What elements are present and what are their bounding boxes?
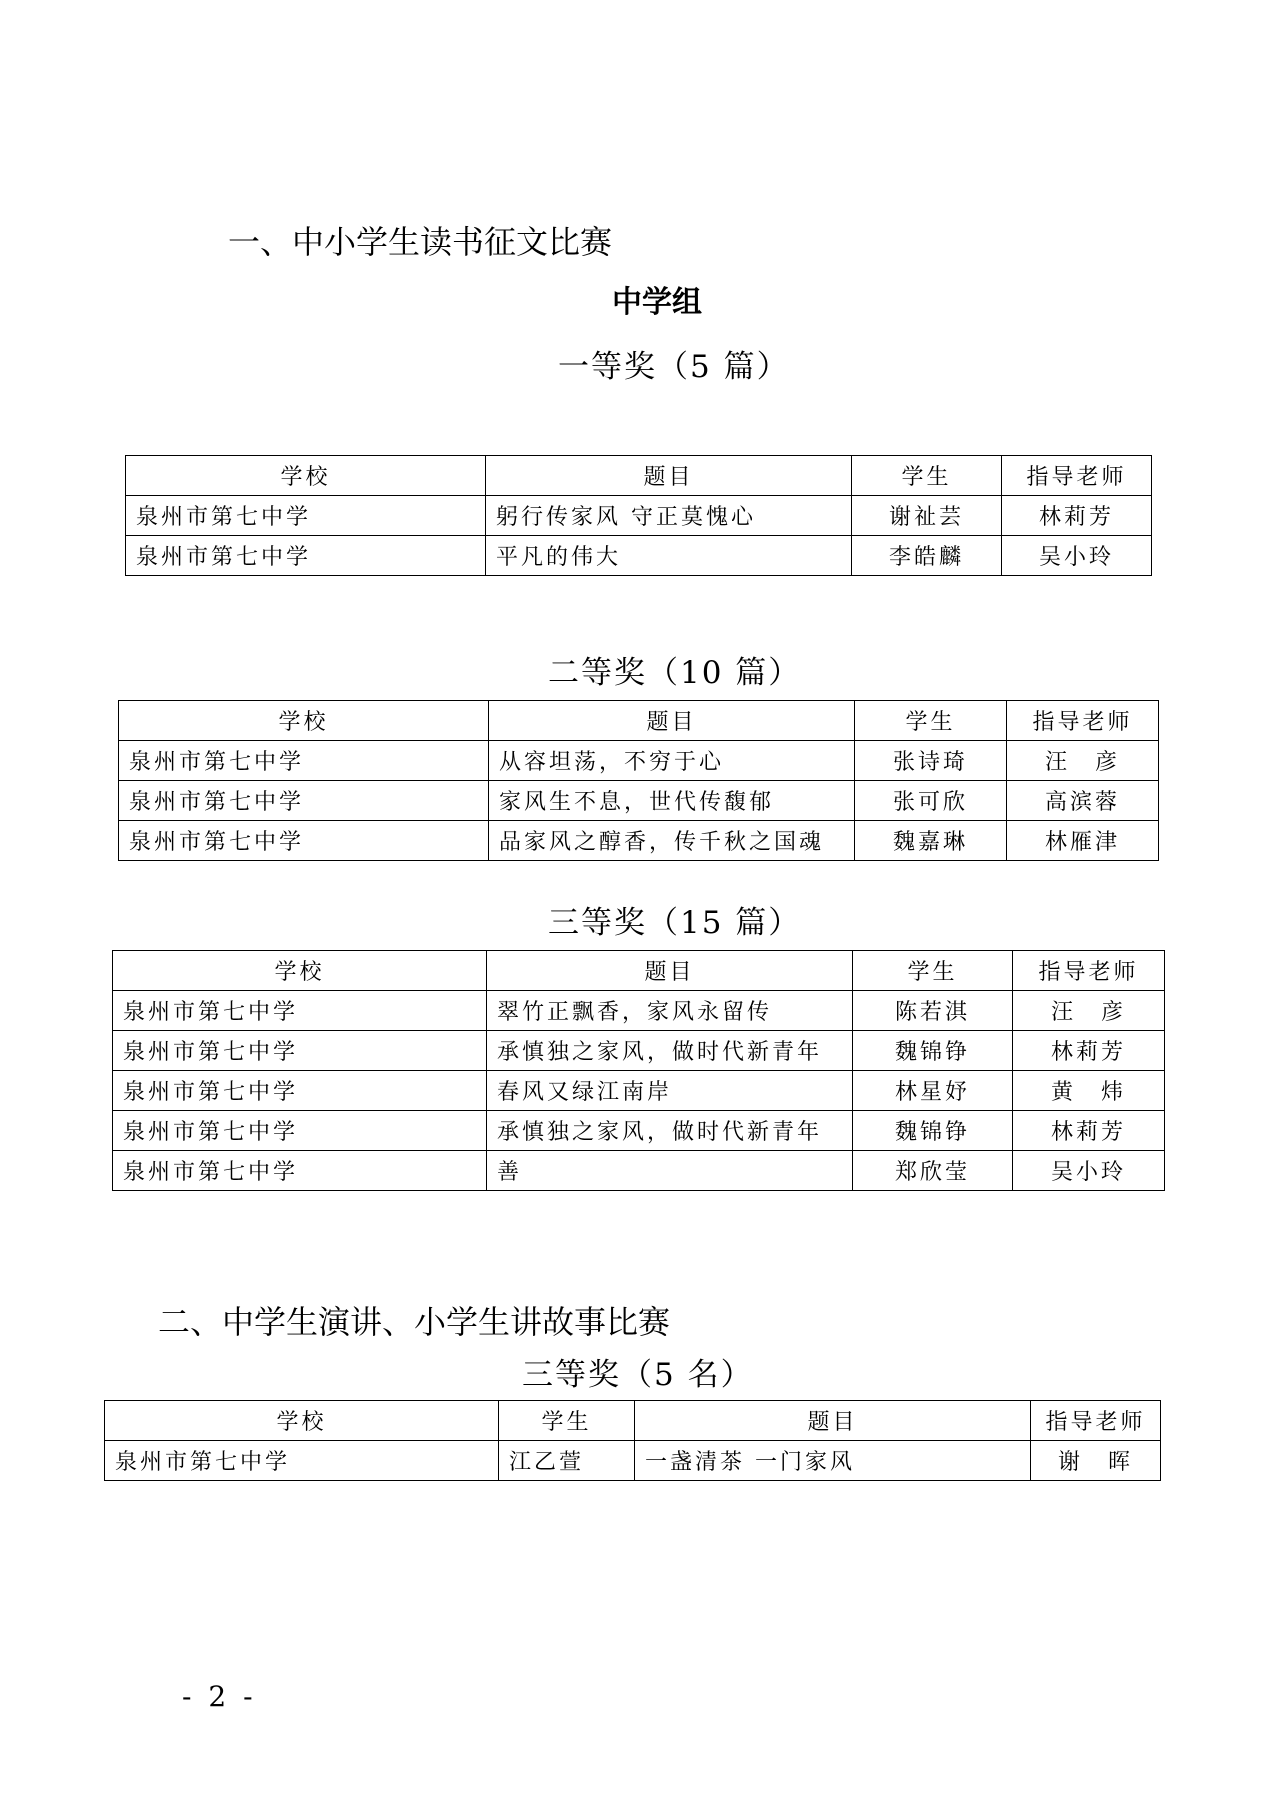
cell-school: 泉州市第七中学: [113, 1151, 487, 1191]
speech-third-prize-heading: 三等奖（5 名）: [522, 1357, 754, 1393]
cell-title: 春风又绿江南岸: [487, 1071, 853, 1111]
cell-teacher: 林莉芳: [1013, 1031, 1165, 1071]
cell-title: 躬行传家风 守正莫愧心: [486, 496, 852, 536]
header-student: 学生: [499, 1401, 635, 1441]
cell-school: 泉州市第七中学: [113, 1071, 487, 1111]
table-row: [113, 1071, 1165, 1111]
table-row: [126, 536, 1152, 576]
header-teacher: 指导老师: [1002, 456, 1152, 496]
table-row: [113, 991, 1165, 1031]
cell-school: 泉州市第七中学: [113, 1031, 487, 1071]
table-header-row: [119, 701, 1159, 741]
header-teacher: 指导老师: [1031, 1401, 1161, 1441]
third-prize-table: [112, 950, 1165, 1191]
header-student: 学生: [852, 456, 1002, 496]
section1-heading: 一、中小学生读书征文比赛: [228, 223, 613, 261]
cell-student: 魏锦铮: [853, 1031, 1013, 1071]
cell-student: 李皓麟: [852, 536, 1002, 576]
cell-student: 陈若淇: [853, 991, 1013, 1031]
header-title: 题目: [487, 951, 853, 991]
cell-student: 江乙萱: [499, 1441, 635, 1481]
table-row: [105, 1441, 1161, 1481]
header-school: 学校: [113, 951, 487, 991]
header-student: 学生: [855, 701, 1007, 741]
cell-school: 泉州市第七中学: [126, 536, 486, 576]
cell-teacher: 汪 彦: [1007, 741, 1159, 781]
table-header-row: [113, 951, 1165, 991]
header-title: 题目: [635, 1401, 1031, 1441]
table-header-row: [126, 456, 1152, 496]
cell-student: 林星妤: [853, 1071, 1013, 1111]
cell-student: 谢祉芸: [852, 496, 1002, 536]
section2-heading: 二、中学生演讲、小学生讲故事比赛: [158, 1303, 671, 1341]
table-header-row: [105, 1401, 1161, 1441]
cell-student: 张可欣: [855, 781, 1007, 821]
cell-teacher: 高滨蓉: [1007, 781, 1159, 821]
cell-student: 郑欣莹: [853, 1151, 1013, 1191]
page-number: - 2 -: [182, 1680, 257, 1713]
header-school: 学校: [119, 701, 489, 741]
header-student: 学生: [853, 951, 1013, 991]
cell-title: 承慎独之家风，做时代新青年: [487, 1111, 853, 1151]
cell-teacher: 黄 炜: [1013, 1071, 1165, 1111]
cell-student: 魏锦铮: [853, 1111, 1013, 1151]
cell-student: 张诗琦: [855, 741, 1007, 781]
table-row: [113, 1031, 1165, 1071]
first-prize-table: [125, 455, 1152, 576]
header-school: 学校: [126, 456, 486, 496]
third-prize-heading: 三等奖（15 篇）: [548, 905, 802, 941]
cell-teacher: 林莉芳: [1013, 1111, 1165, 1151]
speech-third-prize-table: [104, 1400, 1161, 1481]
cell-school: 泉州市第七中学: [119, 741, 489, 781]
cell-school: 泉州市第七中学: [119, 821, 489, 861]
table-row: [113, 1151, 1165, 1191]
cell-teacher: 吴小玲: [1013, 1151, 1165, 1191]
cell-teacher: 吴小玲: [1002, 536, 1152, 576]
cell-school: 泉州市第七中学: [113, 1111, 487, 1151]
header-school: 学校: [105, 1401, 499, 1441]
header-title: 题目: [486, 456, 852, 496]
cell-title: 品家风之醇香，传千秋之国魂: [489, 821, 855, 861]
cell-title: 一盏清茶 一门家风: [635, 1441, 1031, 1481]
cell-teacher: 林莉芳: [1002, 496, 1152, 536]
cell-title: 平凡的伟大: [486, 536, 852, 576]
cell-school: 泉州市第七中学: [113, 991, 487, 1031]
cell-school: 泉州市第七中学: [119, 781, 489, 821]
cell-teacher: 汪 彦: [1013, 991, 1165, 1031]
first-prize-heading: 一等奖（5 篇）: [558, 349, 790, 385]
cell-title: 善: [487, 1151, 853, 1191]
table-row: [113, 1111, 1165, 1151]
group-heading-middle-school: 中学组: [612, 285, 702, 320]
cell-student: 魏嘉琳: [855, 821, 1007, 861]
table-row: [119, 741, 1159, 781]
second-prize-table: [118, 700, 1159, 861]
cell-title: 从容坦荡，不穷于心: [489, 741, 855, 781]
header-teacher: 指导老师: [1007, 701, 1159, 741]
cell-title: 翠竹正飘香，家风永留传: [487, 991, 853, 1031]
cell-school: 泉州市第七中学: [105, 1441, 499, 1481]
table-row: [119, 821, 1159, 861]
table-row: [126, 496, 1152, 536]
cell-teacher: 谢 晖: [1031, 1441, 1161, 1481]
cell-teacher: 林雁津: [1007, 821, 1159, 861]
table-row: [119, 781, 1159, 821]
cell-school: 泉州市第七中学: [126, 496, 486, 536]
second-prize-heading: 二等奖（10 篇）: [548, 655, 802, 691]
cell-title: 家风生不息，世代传馥郁: [489, 781, 855, 821]
cell-title: 承慎独之家风，做时代新青年: [487, 1031, 853, 1071]
header-title: 题目: [489, 701, 855, 741]
header-teacher: 指导老师: [1013, 951, 1165, 991]
